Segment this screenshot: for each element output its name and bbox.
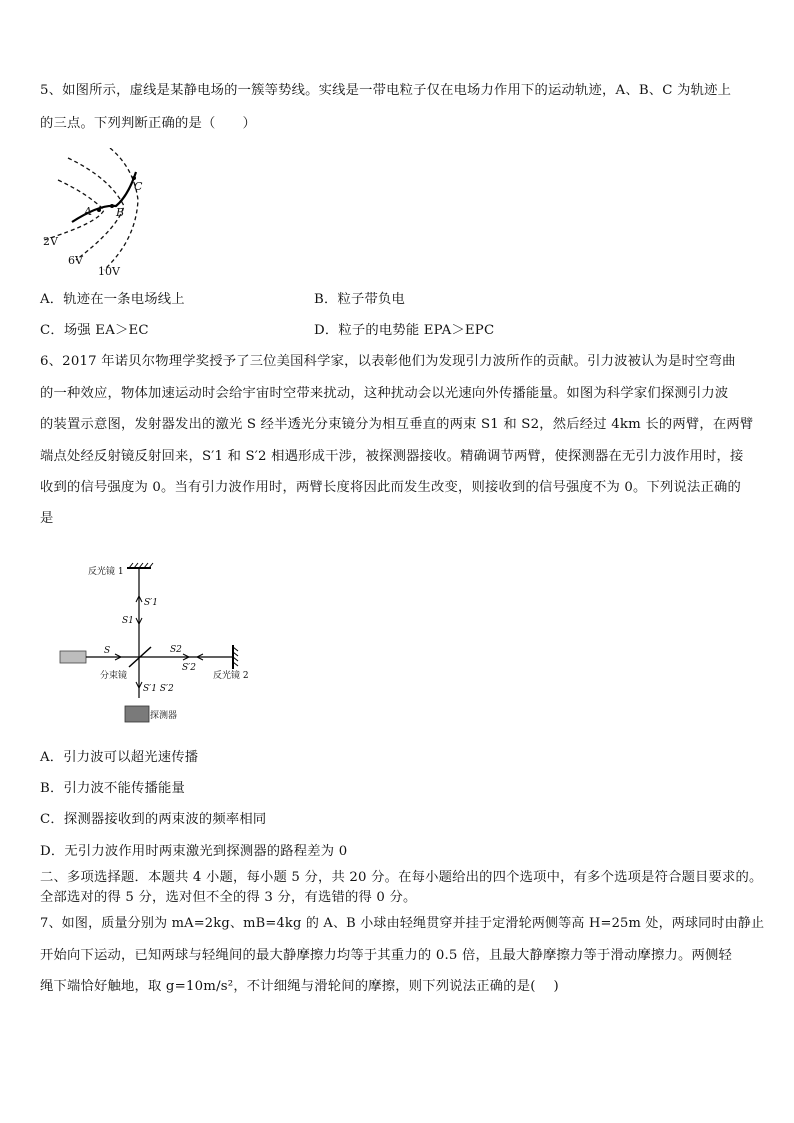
point-c-label: C: [134, 180, 143, 193]
q5-option-a: A．轨迹在一条电场线上: [40, 292, 185, 307]
q6-option-d: D．无引力波作用时两束激光到探测器的路程差为 0: [40, 844, 348, 859]
detector-box: [125, 706, 149, 722]
splitter-label: 分束镜: [100, 671, 128, 681]
detector-label: 探测器: [150, 711, 178, 721]
q7-stem-line1: 7、如图，质量分别为 mA=2kg、mB=4kg 的 A、B 小球由轻绳贯穿并挂于定滑轮两侧等高 H=25m 处，两球同时由静止: [40, 916, 765, 931]
section2-instructions-line1: 二、多项选择题．本题共 4 小题，每小题 5 分，共 20 分。在每小题给出的四个选项中，有多个选项是符合题目要求的。: [40, 870, 763, 885]
beam-s-label: S: [104, 646, 111, 656]
q6-option-c: C．探测器接收到的两束波的频率相同: [40, 812, 267, 827]
point-a-label: A: [84, 205, 92, 218]
laser-emitter: [60, 651, 86, 663]
q5-option-c: C．场强 EA＞EC: [40, 323, 149, 338]
beam-s2-label: S2: [170, 645, 182, 655]
q6-stem-line1: 6、2017 年诺贝尔物理学奖授予了三位美国科学家，以表彰他们为发现引力波所作的贡献。引力波被认为是时空弯曲: [40, 354, 736, 369]
point-b-dot: [110, 204, 114, 208]
mirror-1-label: 反光镜 1: [88, 567, 124, 577]
q5-option-b: B．粒子带负电: [314, 292, 405, 307]
q6-stem-line2: 的一种效应，物体加速运动时会给宇宙时空带来扰动，这种扰动会以光速向外传播能量。如图为科学家们探测引力波: [40, 386, 729, 401]
q6-stem-line3: 的装置示意图，发射器发出的激光 S 经半透光分束镜分为相互垂直的两束 S1 和 S2，然后经过 4km 长的两臂，在两臂: [40, 417, 754, 432]
q5-stem-line1: 5、如图所示，虚线是某静电场的一簇等势线。实线是一带电粒子仅在电场力作用下的运动轨迹，A、B、C 为轨迹上: [40, 83, 732, 98]
potential-10v-label: 10V: [98, 265, 120, 278]
potential-2v-label: 2V: [43, 235, 58, 248]
q5-stem-line2: 的三点。下列判断正确的是（ ）: [40, 116, 256, 131]
q6-stem-line6: 是: [40, 511, 54, 526]
q7-stem-line3: 绳下端恰好触地，取 g=10m/s²，不计细绳与滑轮间的摩擦，则下列说法正确的是( ): [40, 979, 559, 994]
potential-6v-label: 6V: [68, 254, 83, 267]
mirror-2-label: 反光镜 2: [213, 671, 249, 681]
q6-stem-line4: 端点处经反射镜反射回来，S′1 和 S′2 相遇形成干涉，被探测器接收。精确调节两臂，使探测器在无引力波作用时，接: [40, 449, 744, 464]
beam-s1-label: S1: [122, 616, 134, 626]
point-a-dot: [97, 208, 101, 212]
q5-equipotential-figure: [38, 148, 158, 280]
particle-trajectory: [72, 172, 136, 222]
q6-option-a: A．引力波可以超光速传播: [40, 750, 199, 765]
q7-stem-line2: 开始向下运动，已知两球与轻绳间的最大静摩擦力均等于其重力的 0.5 倍，且最大静摩擦力等于滑动摩擦力。两侧轻: [40, 948, 732, 963]
beam-s2p-label: S′2: [182, 663, 196, 673]
section2-instructions-line2: 全部选对的得 5 分，选对但不全的得 3 分，有选错的得 0 分。: [40, 890, 417, 905]
q6-option-b: B．引力波不能传播能量: [40, 781, 185, 796]
q5-option-d: D．粒子的电势能 EPA＞EPC: [314, 323, 495, 338]
beams-combined-label: S′1 S′2: [143, 684, 174, 694]
q6-interferometer-figure: [55, 560, 265, 725]
q6-stem-line5: 收到的信号强度为 0。当有引力波作用时，两臂长度将因此而发生改变，则接收到的信号强度不为 0。下列说法正确的: [40, 480, 742, 495]
beam-s1p-label: S′1: [144, 598, 158, 608]
point-b-label: B: [116, 206, 125, 219]
